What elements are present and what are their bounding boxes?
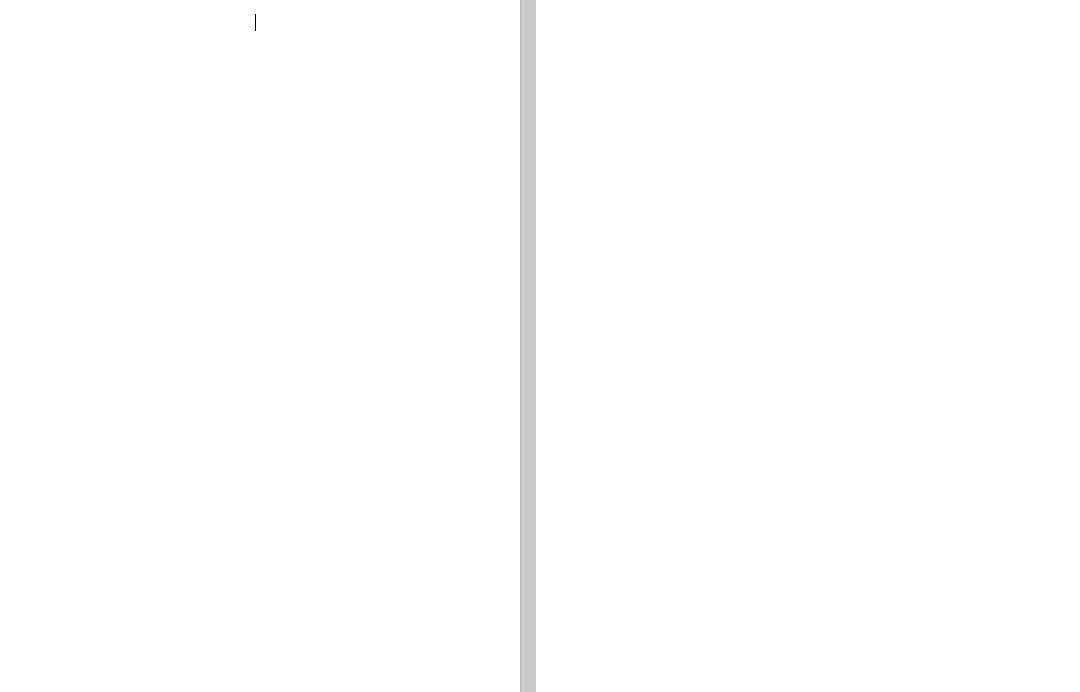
left-document-page [0,0,520,692]
right-document-page [536,0,1080,692]
document-title [14,12,498,31]
text-cursor [255,14,256,31]
page-gap [520,0,524,692]
